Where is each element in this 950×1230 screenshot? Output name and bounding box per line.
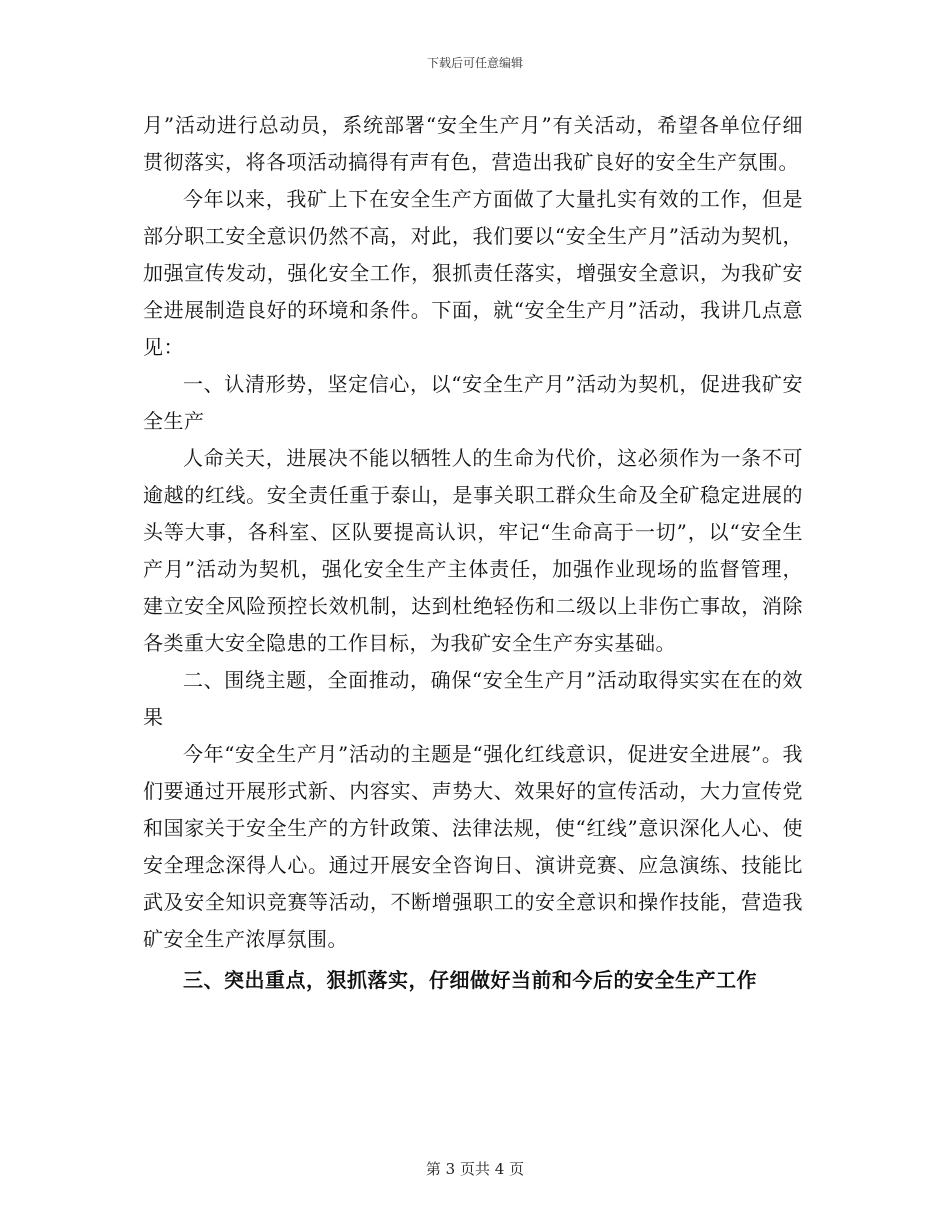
paragraph-intro: 今年以来，我矿上下在安全生产方面做了大量扎实有效的工作，但是部分职工安全意识仍然不高，对此，我们要以“安全生产月”活动为契机，加强宣传发动，强化安全工作，狠抓责任落实，增强安全意识，为我矿安全进展制造良好的环境和条件。下面，就“安全生产月”活动，我讲几点意见：	[143, 187, 803, 359]
document-body	[143, 107, 803, 999]
header-note: 下载后可任意编辑	[426, 56, 523, 70]
section-heading-1: 一、认清形势，坚定信心，以“安全生产月”活动为契机，促进我矿安全生产	[143, 372, 803, 433]
paragraph-section-2: 今年“安全生产月”活动的主题是“强化红线意识，促进安全进展”。我们要通过开展形式新、内容实、声势大、效果好的宣传活动，大力宣传党和国家关于安全生产的方针政策、法律法规，使“红线”意识深化人心、使安全理念深得人心。通过开展安全咨询日、演讲竞赛、应急演练、技能比武及安全知识竞赛等活动，不断增强职工的安全意识和操作技能，营造我矿安全生产浓厚氛围。	[143, 742, 803, 951]
paragraph-continued: 月”活动进行总动员，系统部署“安全生产月”有关活动，希望各单位仔细贯彻落实，将各项活动搞得有声有色，营造出我矿良好的安全生产氛围。	[143, 113, 803, 174]
paragraph-section-1: 人命关天，进展决不能以牺牲人的生命为代价，这必须作为一条不可逾越的红线。安全责任重于泰山，是事关职工群众生命及全矿稳定进展的头等大事，各科室、区队要提高认识，牢记“生命高于一切”，以“安全生产月”活动为契机，强化安全生产主体责任，加强作业现场的监督管理，建立安全风险预控长效机制，达到杜绝轻伤和二级以上非伤亡事故，消除各类重大安全隐患的工作目标，为我矿安全生产夯实基础。	[143, 446, 803, 655]
section-heading-2: 二、围绕主题，全面推动，确保“安全生产月”活动取得实实在在的效果	[143, 668, 803, 729]
page-number: 第 3 页共 4 页	[425, 1160, 525, 1178]
section-heading-3: 三、突出重点，狠抓落实，仔细做好当前和今后的安全生产工作	[183, 968, 757, 992]
